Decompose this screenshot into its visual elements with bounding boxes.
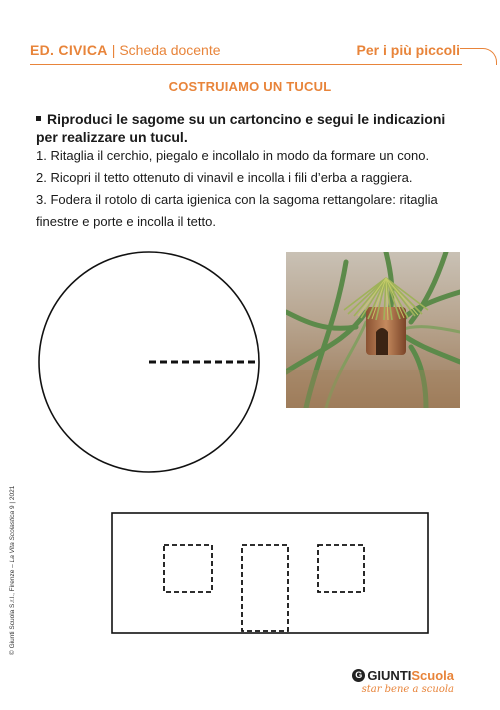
tucul-door: [376, 328, 388, 355]
intro-text: Riproduci le sagome su un cartoncino e segui le indicazioni per realizzare un tucul.: [36, 111, 446, 145]
logo-name: GIUNTI: [367, 668, 412, 683]
window-left: [164, 545, 212, 592]
tucul-photo: [286, 252, 460, 408]
copyright-sidebar: [9, 486, 16, 655]
copyright-text: © Giunti Scuola S.r.l., Firenze –: [9, 562, 16, 655]
rectangle-template: [112, 513, 428, 633]
door: [242, 545, 288, 631]
giunti-g-icon: G: [352, 669, 365, 682]
step-1: 1. Ritaglia il cerchio, piegalo e incollalo in modo da formare un cono.: [36, 148, 430, 163]
subject-label: ED. CIVICA: [30, 42, 108, 58]
publisher-logo: [352, 668, 454, 695]
step-2: 2. Ricopri il tetto ottenuto di vinavil e incolla i fili d’erba a raggiera.: [36, 170, 413, 185]
wall-outline: [112, 513, 428, 633]
header-separator: |: [111, 42, 116, 58]
step-3: 3. Fodera il rotolo di carta igienica con la sagoma rettangolare: ritaglia finestre e porte e incolla il tetto.: [36, 192, 438, 229]
logo-tagline: star bene a scuola: [361, 684, 454, 696]
magazine-name: La Vita Scolastica: [9, 510, 16, 563]
circle-template: [39, 252, 259, 472]
window-right: [318, 545, 364, 592]
logo-scuola: Scuola: [411, 668, 454, 683]
page-title: COSTRUIAMO UN TUCUL: [168, 79, 332, 94]
sheet-type-label: Scheda docente: [119, 42, 221, 58]
audience-label: Per i più piccoli: [356, 42, 460, 58]
issue-number: 9 | 2021: [9, 485, 16, 511]
